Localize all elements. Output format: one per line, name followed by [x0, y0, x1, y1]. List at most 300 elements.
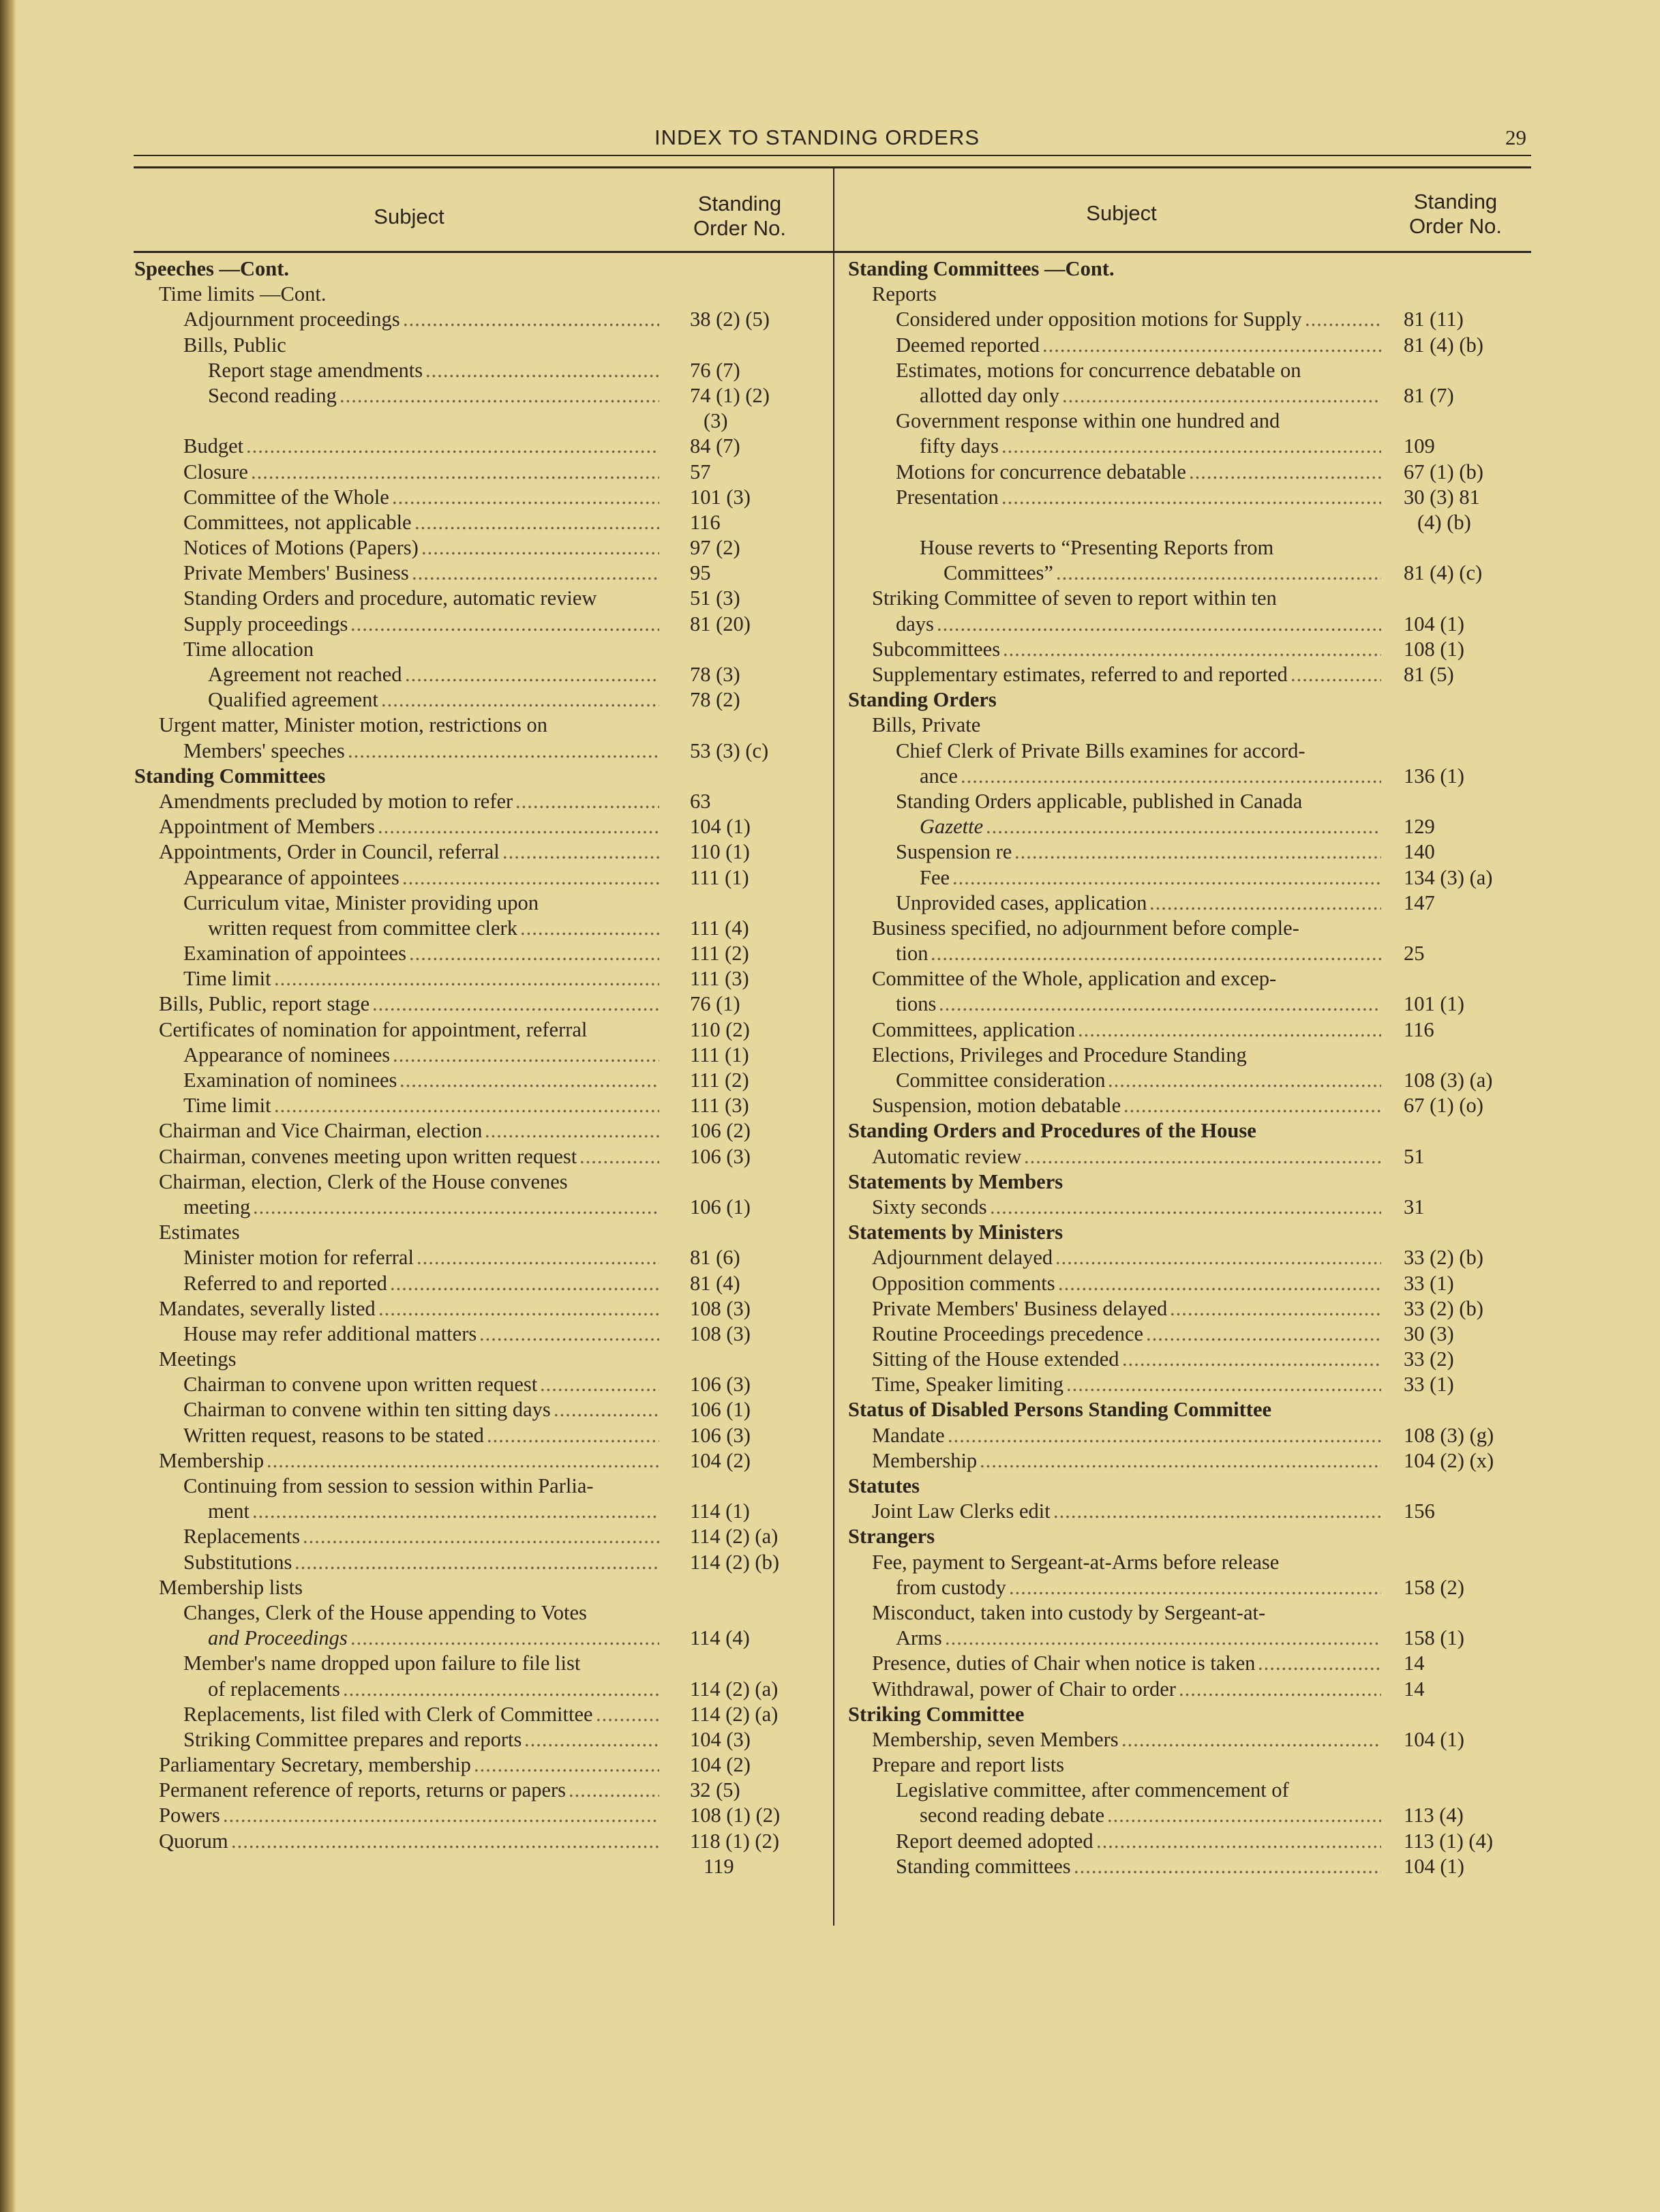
- column-divider: [833, 166, 834, 1926]
- entry-order-number: 97 (2): [690, 536, 740, 560]
- entry-subject: Minister motion for referral: [183, 1246, 414, 1270]
- leader-dots: [1258, 1651, 1381, 1676]
- index-heading-entry: [848, 256, 1530, 282]
- entry-subject: Time limits —Cont.: [159, 282, 327, 306]
- entry-subject: Committee consideration: [896, 1068, 1106, 1092]
- page-number: 29: [1505, 125, 1526, 149]
- index-entry: [134, 1803, 830, 1828]
- entry-order-number: 57: [690, 460, 711, 483]
- entry-subject: Appointments, Order in Council, referral: [159, 840, 500, 864]
- entry-subject: Agreement not reached: [208, 663, 402, 686]
- leader-dots: [1122, 1347, 1381, 1372]
- leader-dots: [948, 1423, 1381, 1448]
- index-entry: [134, 358, 830, 383]
- index-entry: [848, 1854, 1530, 1879]
- entry-order-number: 81 (5): [1404, 663, 1454, 686]
- index-entry: [848, 1575, 1530, 1600]
- index-entry: [134, 1296, 830, 1321]
- index-entry: [134, 1220, 830, 1245]
- entry-order-number: 51 (3): [690, 586, 740, 610]
- index-entry: [134, 1727, 830, 1752]
- entry-subject: Standing Orders: [848, 688, 997, 712]
- leader-dots: [417, 1245, 659, 1270]
- entry-subject: Standing Orders applicable, published in Canada: [896, 789, 1303, 813]
- entry-order-number: 53 (3) (c): [690, 738, 769, 762]
- entry-subject: days: [896, 612, 934, 636]
- leader-dots: [1108, 1068, 1381, 1093]
- leader-dots: [952, 865, 1381, 891]
- entry-subject: Examination of appointees: [183, 942, 406, 966]
- index-entry: [848, 383, 1530, 408]
- leader-dots: [1291, 662, 1381, 687]
- running-head: [0, 125, 1660, 155]
- leader-dots: [246, 434, 659, 459]
- index-entry: [134, 383, 830, 408]
- index-entry: [134, 713, 830, 738]
- index-heading-entry: [134, 764, 830, 789]
- entry-order-number: 114 (2) (a): [690, 1677, 779, 1701]
- leader-dots: [1042, 333, 1381, 358]
- index-entry: [134, 966, 830, 991]
- entry-subject: Presentation: [896, 485, 999, 509]
- entry-subject: ance: [920, 764, 958, 788]
- entry-order-number: 113 (4): [1404, 1804, 1464, 1827]
- index-entry: [134, 1397, 830, 1422]
- leader-dots: [1123, 1093, 1381, 1118]
- entry-order-number: 101 (3): [690, 485, 751, 509]
- entry-subject: Bills, Private: [872, 713, 981, 737]
- index-heading-entry: [848, 1524, 1530, 1549]
- entry-order-number: 95: [690, 561, 711, 585]
- entry-order-number: (3): [704, 409, 728, 433]
- entry-subject: Changes, Clerk of the House appending to Votes: [183, 1600, 587, 1624]
- index-entry: [848, 1347, 1530, 1372]
- index-entry: [134, 662, 830, 687]
- entry-order-number: 114 (2) (a): [690, 1702, 779, 1726]
- leader-dots: [425, 358, 659, 383]
- entry-subject: Replacements, list filed with Clerk of Committee: [183, 1702, 593, 1726]
- header-bottom-rule: [134, 251, 1531, 253]
- leader-dots: [945, 1626, 1381, 1651]
- index-entry: [134, 789, 830, 814]
- index-entry: [848, 1600, 1530, 1626]
- entry-order-number: 101 (1): [1404, 992, 1464, 1016]
- index-entry: [848, 1017, 1530, 1043]
- index-entry: [848, 1245, 1530, 1270]
- entry-subject: Opposition comments: [872, 1271, 1055, 1295]
- leader-dots: [596, 1702, 659, 1727]
- index-entry: [134, 1321, 830, 1347]
- leader-dots: [1170, 1296, 1381, 1321]
- entry-order-number: 111 (4): [690, 916, 749, 940]
- leader-dots: [931, 941, 1381, 966]
- leader-dots: [274, 1093, 659, 1118]
- leader-dots: [569, 1778, 659, 1803]
- index-entry: [134, 408, 830, 434]
- entry-order-number: 51: [1404, 1144, 1425, 1168]
- entry-subject: Committee of the Whole: [183, 485, 389, 509]
- entry-order-number: 32 (5): [690, 1778, 740, 1802]
- leader-dots: [378, 814, 659, 839]
- leader-dots: [986, 814, 1381, 839]
- entry-order-number: 67 (1) (b): [1404, 460, 1483, 483]
- entry-order-number: 25: [1404, 942, 1425, 966]
- entry-order-number: 104 (1): [1404, 1854, 1464, 1878]
- entry-subject: Membership: [159, 1448, 265, 1472]
- entry-order-number: 106 (3): [690, 1373, 751, 1396]
- entry-subject: tion: [896, 942, 929, 966]
- entry-order-number: 108 (3) (g): [1404, 1423, 1494, 1447]
- entry-order-number: 106 (2): [690, 1119, 751, 1143]
- index-heading-entry: [848, 687, 1530, 713]
- leader-dots: [520, 916, 659, 941]
- entry-subject: Considered under opposition motions for Supply: [896, 308, 1302, 331]
- index-entry: [848, 1778, 1530, 1803]
- entry-subject: Statements by Ministers: [848, 1221, 1063, 1244]
- index-entry: [134, 1169, 830, 1195]
- index-entry: [848, 561, 1530, 586]
- leader-dots: [412, 561, 659, 586]
- order-header-line1: Standing: [697, 192, 782, 215]
- index-entry: [848, 1803, 1530, 1828]
- index-entry: [134, 637, 830, 662]
- entry-order-number: 14: [1404, 1677, 1425, 1701]
- leader-dots: [1003, 637, 1381, 662]
- top-rule-thick: [134, 166, 1531, 168]
- index-entry: [134, 1093, 830, 1118]
- index-entry: [848, 966, 1530, 991]
- leader-dots: [350, 612, 659, 637]
- index-heading-entry: [848, 1474, 1530, 1499]
- index-entry: [134, 1626, 830, 1651]
- leader-dots: [937, 612, 1381, 637]
- entry-subject: Speeches —Cont.: [134, 257, 290, 280]
- entry-order-number: (4) (b): [1417, 510, 1471, 534]
- index-entry: [848, 662, 1530, 687]
- entry-subject: Sixty seconds: [872, 1195, 987, 1219]
- entry-order-number: 31: [1404, 1195, 1425, 1219]
- entry-subject: Substitutions: [183, 1550, 292, 1574]
- entry-order-number: 114 (2) (a): [690, 1525, 779, 1549]
- entry-subject: Written request, reasons to be stated: [183, 1423, 484, 1447]
- entry-subject: and Proceedings: [208, 1626, 348, 1650]
- index-entry: [848, 1448, 1530, 1474]
- leader-dots: [403, 307, 659, 332]
- index-entry: [848, 1550, 1530, 1575]
- leader-dots: [1066, 1372, 1381, 1397]
- index-entry: [848, 764, 1530, 789]
- entry-subject: Parliamentary Secretary, membership: [159, 1753, 471, 1777]
- leader-dots: [253, 1195, 659, 1220]
- index-entry: [848, 1271, 1530, 1296]
- entry-order-number: 81 (20): [690, 612, 751, 636]
- entry-order-number: 106 (3): [690, 1144, 751, 1168]
- leader-dots: [402, 865, 659, 891]
- leader-dots: [479, 1321, 659, 1347]
- entry-order-number: 110 (1): [690, 840, 750, 864]
- entry-order-number: 104 (2) (x): [1404, 1448, 1494, 1472]
- index-entry: [848, 891, 1530, 916]
- index-entry: [134, 687, 830, 713]
- leader-dots: [399, 1068, 659, 1093]
- entry-subject: Joint Law Clerks edit: [872, 1499, 1051, 1523]
- index-entry: [134, 1347, 830, 1372]
- index-entry: [134, 1372, 830, 1397]
- index-entry: [134, 941, 830, 966]
- leader-dots: [1062, 383, 1381, 408]
- leader-dots: [939, 991, 1381, 1017]
- entry-subject: Budget: [183, 434, 244, 458]
- entry-order-number: 106 (1): [690, 1195, 751, 1219]
- entry-subject: Routine Proceedings precedence: [872, 1321, 1144, 1345]
- entry-order-number: 111 (2): [690, 942, 749, 966]
- order-header-line2: Order No.: [1408, 214, 1503, 238]
- index-entry: [848, 713, 1530, 738]
- entry-subject: Committees, application: [872, 1017, 1076, 1041]
- entry-subject: Supplementary estimates, referred to and reported: [872, 663, 1288, 686]
- index-entry: [848, 814, 1530, 839]
- leader-dots: [1074, 1854, 1381, 1879]
- entry-subject: Appointment of Members: [159, 815, 375, 839]
- entry-subject: Deemed reported: [896, 333, 1040, 357]
- index-entry: [848, 612, 1530, 637]
- index-entry: [134, 916, 830, 941]
- index-column-left: [134, 256, 830, 1879]
- entry-order-number: 76 (7): [690, 358, 740, 382]
- entry-order-number: 116: [690, 510, 721, 534]
- entry-order-number: 111 (3): [690, 1094, 749, 1118]
- index-entry: [134, 1550, 830, 1575]
- index-heading-entry: [848, 1702, 1530, 1727]
- entry-subject: Standing Orders and Procedures of the House: [848, 1119, 1256, 1143]
- entry-subject: Membership, seven Members: [872, 1727, 1119, 1751]
- subject-header-label: Subject: [374, 205, 444, 228]
- right-order-header: [1398, 190, 1513, 239]
- entry-subject: Automatic review: [872, 1144, 1022, 1168]
- index-entry: [848, 434, 1530, 459]
- entry-subject: Standing Committees: [134, 764, 326, 788]
- index-entry: [848, 510, 1530, 535]
- entry-order-number: 113 (1) (4): [1404, 1829, 1493, 1853]
- entry-subject: Closure: [183, 460, 248, 483]
- leader-dots: [252, 1499, 659, 1524]
- entry-order-number: 81 (7): [1404, 383, 1454, 407]
- index-heading-entry: [848, 1118, 1530, 1144]
- entry-subject: Bills, Public, report stage: [159, 992, 370, 1016]
- entry-subject: Motions for concurrence debatable: [896, 460, 1186, 483]
- order-header-line1: Standing: [1413, 190, 1498, 213]
- index-entry: [848, 738, 1530, 764]
- entry-subject: Estimates: [159, 1221, 240, 1244]
- leader-dots: [339, 383, 659, 408]
- entry-order-number: 118 (1) (2): [690, 1829, 779, 1853]
- index-entry: [848, 358, 1530, 383]
- entry-subject: Business specified, no adjournment before comple-: [872, 916, 1299, 940]
- page-title: INDEX TO STANDING ORDERS: [654, 125, 980, 149]
- entry-subject: Amendments precluded by motion to refer: [159, 789, 513, 813]
- entry-order-number: 33 (2) (b): [1404, 1296, 1483, 1320]
- index-entry: [848, 307, 1530, 332]
- entry-subject: Time allocation: [183, 637, 314, 661]
- index-entry: [134, 891, 830, 916]
- entry-subject: Qualified agreement: [208, 688, 378, 712]
- leader-dots: [1024, 1144, 1381, 1169]
- leader-dots: [421, 535, 659, 561]
- index-entry: [848, 1144, 1530, 1169]
- index-entry: [848, 1423, 1530, 1448]
- entry-order-number: 108 (1) (2): [690, 1804, 781, 1827]
- leader-dots: [554, 1397, 659, 1422]
- index-entry: [848, 1321, 1530, 1347]
- index-heading-entry: [848, 1169, 1530, 1195]
- entry-order-number: 33 (1): [1404, 1271, 1454, 1295]
- leader-dots: [1009, 1575, 1381, 1600]
- entry-subject: Private Members' Business delayed: [872, 1296, 1168, 1320]
- leader-dots: [1001, 434, 1381, 459]
- index-entry: [848, 789, 1530, 814]
- entry-order-number: 33 (2): [1404, 1347, 1454, 1371]
- index-entry: [134, 1423, 830, 1448]
- index-entry: [134, 282, 830, 307]
- entry-subject: Chairman and Vice Chairman, election: [159, 1119, 483, 1143]
- entry-subject: Appearance of nominees: [183, 1043, 391, 1066]
- leader-dots: [524, 1727, 659, 1752]
- entry-order-number: 111 (3): [690, 967, 749, 991]
- entry-order-number: 129: [1404, 815, 1435, 839]
- index-entry: [134, 865, 830, 891]
- index-entry: [134, 1144, 830, 1169]
- entry-subject: Urgent matter, Minister motion, restrictions on: [159, 713, 547, 737]
- entry-order-number: 104 (3): [690, 1727, 751, 1751]
- entry-subject: second reading debate: [920, 1804, 1104, 1827]
- entry-order-number: 76 (1): [690, 992, 740, 1016]
- entry-subject: Powers: [159, 1804, 220, 1827]
- entry-subject: Fee, payment to Sergeant-at-Arms before release: [872, 1550, 1280, 1574]
- index-entry: [134, 1448, 830, 1474]
- entry-subject: Striking Committee of seven to report within ten: [872, 586, 1277, 610]
- leader-dots: [1001, 485, 1381, 510]
- index-heading-entry: [134, 256, 830, 282]
- entry-subject: Strangers: [848, 1525, 935, 1549]
- entry-order-number: 158 (2): [1404, 1575, 1464, 1599]
- leader-dots: [1056, 561, 1381, 586]
- index-entry: [848, 333, 1530, 358]
- entry-subject: Standing Committees —Cont.: [848, 257, 1115, 280]
- index-entry: [848, 1372, 1530, 1397]
- entry-order-number: 114 (1): [690, 1499, 750, 1523]
- entry-subject: Curriculum vitae, Minister providing upon: [183, 891, 539, 914]
- entry-subject: Examination of nominees: [183, 1068, 397, 1092]
- leader-dots: [381, 687, 659, 713]
- entry-subject: of replacements: [208, 1677, 340, 1701]
- index-entry: [848, 1829, 1530, 1854]
- leader-dots: [961, 764, 1381, 789]
- entry-subject: Misconduct, taken into custody by Sergeant-at-: [872, 1600, 1266, 1624]
- entry-subject: Members' speeches: [183, 738, 345, 762]
- leader-dots: [348, 738, 659, 764]
- index-heading-entry: [848, 1220, 1530, 1245]
- entry-order-number: 106 (1): [690, 1398, 751, 1422]
- entry-subject: Notices of Motions (Papers): [183, 536, 419, 560]
- entry-subject: Adjournment proceedings: [183, 308, 400, 331]
- right-subject-header: [1053, 201, 1190, 226]
- entry-subject: Subcommittees: [872, 637, 1001, 661]
- index-entry: [134, 561, 830, 586]
- leader-dots: [350, 1626, 659, 1651]
- entry-order-number: 134 (3) (a): [1404, 865, 1493, 889]
- entry-subject: tions: [896, 992, 937, 1016]
- entry-subject: Government response within one hundred and: [896, 409, 1280, 433]
- entry-subject: Mandate: [872, 1423, 945, 1447]
- leader-dots: [1053, 1499, 1381, 1524]
- entry-order-number: 106 (3): [690, 1423, 751, 1447]
- index-entry: [134, 1043, 830, 1068]
- entry-subject: Standing Orders and procedure, automatic review: [183, 586, 597, 610]
- index-entry: [134, 586, 830, 611]
- index-heading-entry: [848, 1397, 1530, 1422]
- entry-order-number: 38 (2) (5): [690, 308, 770, 331]
- index-entry: [134, 1499, 830, 1524]
- entry-order-number: 114 (4): [690, 1626, 750, 1650]
- entry-subject: Certificates of nomination for appointment, referral: [159, 1017, 588, 1041]
- index-entry: [134, 1702, 830, 1727]
- leader-dots: [390, 1271, 659, 1296]
- index-entry: [134, 1474, 830, 1499]
- entry-order-number: 111 (2): [690, 1068, 749, 1092]
- index-entry: [848, 282, 1530, 307]
- entry-order-number: 108 (3): [690, 1321, 751, 1345]
- entry-subject: Striking Committee: [848, 1702, 1025, 1726]
- leader-dots: [343, 1677, 659, 1702]
- index-entry: [848, 991, 1530, 1017]
- leader-dots: [540, 1372, 659, 1397]
- entry-order-number: 104 (2): [690, 1448, 751, 1472]
- entry-order-number: 84 (7): [690, 434, 740, 458]
- index-entry: [848, 1093, 1530, 1118]
- entry-order-number: 63: [690, 789, 711, 813]
- entry-subject: Time, Speaker limiting: [872, 1373, 1063, 1396]
- entry-order-number: 109: [1404, 434, 1435, 458]
- entry-subject: Statements by Members: [848, 1169, 1063, 1193]
- entry-subject: Bills, Public: [183, 333, 286, 357]
- leader-dots: [1189, 460, 1381, 485]
- entry-subject: Continuing from session to session within Parlia-: [183, 1474, 594, 1497]
- index-entry: [134, 1829, 830, 1854]
- entry-order-number: 74 (1) (2): [690, 383, 770, 407]
- entry-subject: ment: [208, 1499, 250, 1523]
- index-entry: [134, 510, 830, 535]
- entry-subject: Fee: [920, 865, 950, 889]
- entry-subject: Unprovided cases, application: [896, 891, 1147, 914]
- entry-subject: Statutes: [848, 1474, 920, 1497]
- entry-subject: fifty days: [920, 434, 999, 458]
- leader-dots: [378, 1296, 659, 1321]
- leader-dots: [1149, 891, 1381, 916]
- entry-subject: Adjournment delayed: [872, 1246, 1053, 1270]
- leader-dots: [405, 662, 659, 687]
- entry-order-number: 67 (1) (o): [1404, 1094, 1483, 1118]
- entry-subject: Legislative committee, after commencement of: [896, 1778, 1289, 1802]
- entry-subject: Private Members' Business: [183, 561, 409, 585]
- index-entry: [134, 460, 830, 485]
- entry-subject: Quorum: [159, 1829, 228, 1853]
- index-entry: [848, 1296, 1530, 1321]
- index-entry: [134, 1068, 830, 1093]
- entry-subject: Striking Committee prepares and reports: [183, 1727, 522, 1751]
- entry-order-number: 108 (1): [1404, 637, 1464, 661]
- left-order-header: [682, 192, 798, 241]
- entry-subject: Prepare and report lists: [872, 1753, 1065, 1777]
